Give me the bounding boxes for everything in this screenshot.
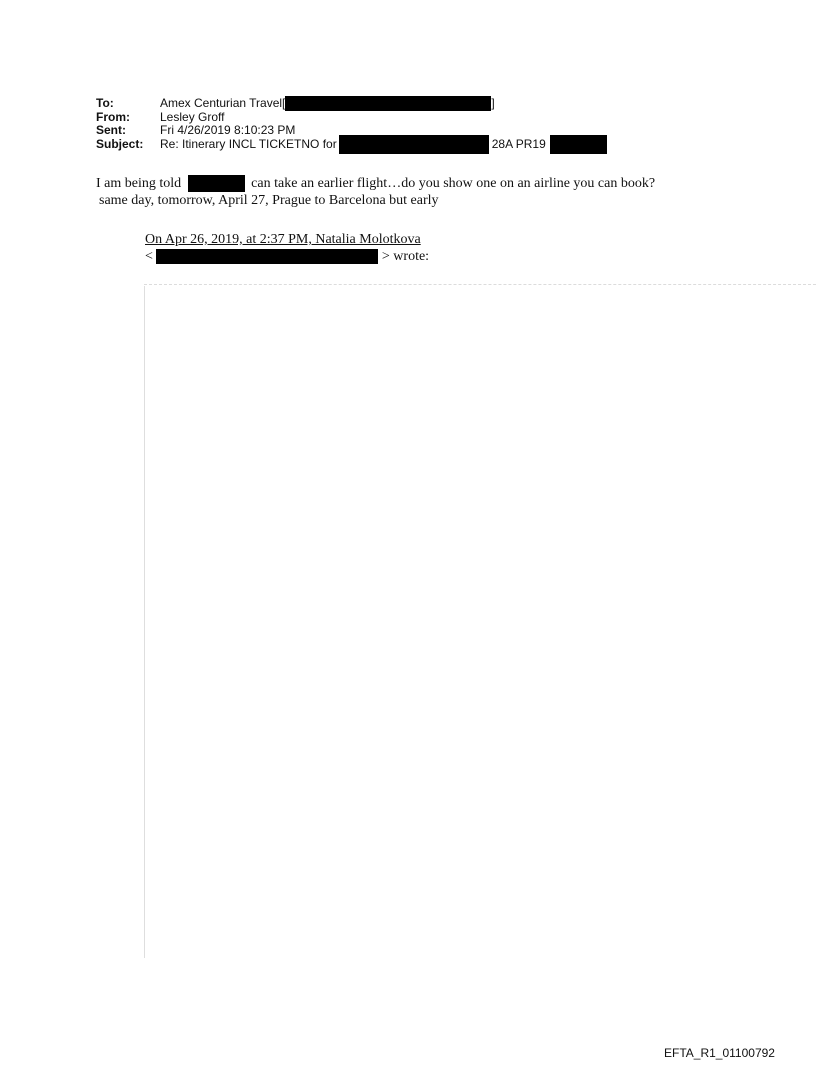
body-line-2: same day, tomorrow, April 27, Prague to Barcelona but early <box>99 193 439 209</box>
body-line-1-start: I am being told <box>96 176 182 191</box>
to-label: To: <box>96 96 114 110</box>
sent-label: Sent: <box>96 123 126 137</box>
from-label: From: <box>96 109 130 124</box>
from-value: Lesley Groff <box>160 109 225 124</box>
to-close: ] <box>491 96 495 110</box>
header-subject-row <box>96 138 607 152</box>
document-id: EFTA_R1_01100792 <box>664 1046 775 1060</box>
quote-left-border <box>144 286 145 958</box>
quote-open-bracket: < <box>145 249 153 264</box>
header-to-row <box>96 97 607 111</box>
quote-divider <box>144 284 816 285</box>
header-from-row <box>96 111 607 125</box>
to-value: Amex Centurian Travel[ <box>160 96 286 110</box>
subject-value: Re: Itinerary INCL TICKETNO for <box>160 136 337 151</box>
redaction-box <box>285 96 491 111</box>
body-line-1-end: can take an earlier flight…do you show one on an airline you can book? <box>251 176 656 191</box>
subject-suffix: 28A PR19 <box>491 136 546 151</box>
redaction-box <box>550 135 607 154</box>
body-line-1 <box>96 175 655 192</box>
redaction-box <box>339 135 489 154</box>
email-header <box>96 97 607 151</box>
quote-attribution-line-1: On Apr 26, 2019, at 2:37 PM, Natalia Molotkova <box>145 232 421 247</box>
subject-label: Subject: <box>96 136 144 151</box>
sent-value: Fri 4/26/2019 8:10:23 PM <box>160 123 296 137</box>
redaction-box <box>156 249 378 264</box>
quote-attribution <box>145 231 429 265</box>
message-body <box>96 175 655 209</box>
redaction-box <box>188 175 245 192</box>
quote-attribution-line-2 <box>145 248 429 265</box>
quote-wrote: > wrote: <box>381 249 430 264</box>
